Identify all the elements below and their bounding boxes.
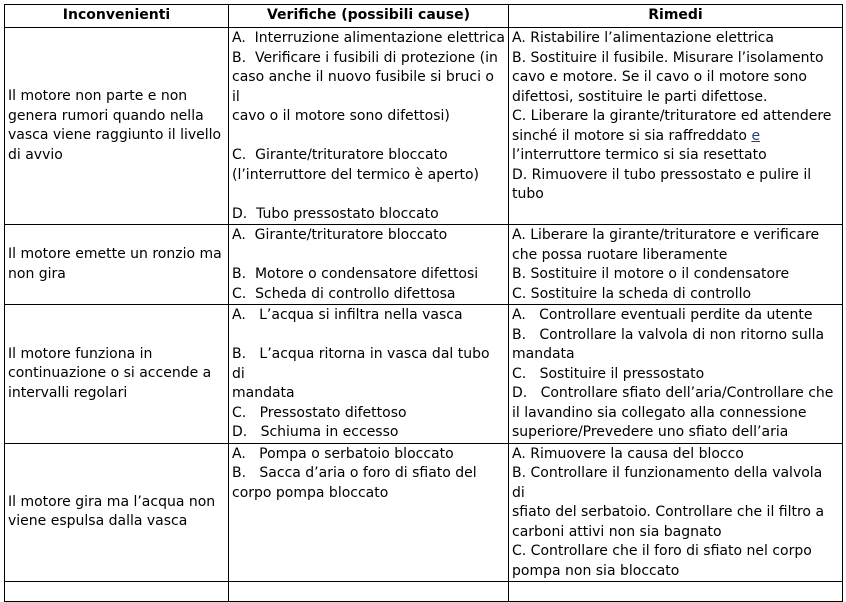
remedies-cell — [509, 28, 843, 225]
remedy-line: A. Ristabilire l’alimentazione elettrica — [512, 30, 774, 46]
cause-line: A. Interruzione alimentazione elettrica — [232, 30, 505, 46]
remedy-line: B. Controllare il funzionamento della valvola di — [512, 465, 827, 501]
spacer — [232, 326, 505, 346]
problem-cell — [5, 582, 229, 602]
cause-line: (l’interruttore del termico è aperto) — [232, 166, 479, 183]
remedy-line: il lavandino sia collegato alla connessione — [512, 404, 807, 421]
remedy-line: C. Controllare che il foro di sfiato nel corpo — [512, 543, 812, 559]
remedy-line: mandata — [512, 346, 575, 362]
cause-line: cavo o il motore sono difettosi) — [232, 108, 450, 124]
table-row — [5, 443, 843, 582]
cause-line: B. L’acqua ritorna in vasca dal tubo di — [232, 346, 495, 382]
remedy-line: cavo e motore. Se il cavo o il motore sono — [512, 69, 807, 85]
spacer — [232, 185, 505, 205]
remedy-line: A. Controllare eventuali perdite da utente — [512, 307, 813, 323]
problem-cell: Il motore funziona in continuazione o si accende a intervalli regolari — [5, 305, 229, 444]
remedy-line: A. Liberare la girante/trituratore e verificare — [512, 227, 820, 243]
spacer — [232, 127, 505, 147]
remedy-line: carboni attivi non sia bagnato — [512, 523, 722, 540]
remedy-line: tubo — [512, 186, 544, 202]
header-rimedi: Rimedi — [509, 5, 843, 28]
causes-cell — [229, 582, 509, 602]
remedy-line: sfiato del serbatoio. Controllare che il filtro a — [512, 504, 825, 520]
remedy-line: C. Liberare la girante/trituratore ed attendere — [512, 108, 832, 124]
cause-line: B. Sacca d’aria o foro di sfiato del — [232, 465, 477, 481]
remedy-text: sinché il motore si sia raffreddato — [512, 127, 752, 144]
cause-line: corpo pompa bloccato — [232, 484, 389, 501]
causes-cell — [229, 443, 509, 582]
cause-line: B. Verificare i fusibili di protezione (in — [232, 49, 498, 66]
cause-line: A. Girante/trituratore bloccato — [232, 227, 448, 243]
cause-line: B. Motore o condensatore difettosi — [232, 266, 479, 282]
remedy-line: l’interruttore termico si sia resettato — [512, 147, 767, 163]
header-verifiche: Verifiche (possibili cause) — [229, 5, 509, 28]
table-row — [5, 225, 843, 305]
spacer — [232, 246, 505, 266]
cause-line: A. L’acqua si infiltra nella vasca — [232, 307, 463, 323]
remedy-line: che possa ruotare liberamente — [512, 246, 728, 263]
cause-line: C. Girante/trituratore bloccato — [232, 147, 448, 163]
cause-line: A. Pompa o serbatoio bloccato — [232, 445, 454, 462]
cause-line: D. Tubo pressostato bloccato — [232, 205, 439, 222]
causes-cell — [229, 305, 509, 444]
cause-line: C. Scheda di controllo difettosa — [232, 285, 456, 302]
cause-line: mandata — [232, 385, 295, 401]
cause-line: C. Pressostato difettoso — [232, 404, 407, 421]
remedy-line: superiore/Prevedere uno sfiato dell’aria — [512, 424, 789, 440]
remedy-line: A. Rimuovere la causa del blocco — [512, 445, 744, 462]
causes-cell — [229, 28, 509, 225]
remedy-line: B. Sostituire il fusibile. Misurare l’isolamento — [512, 49, 824, 66]
table-row-partial — [5, 582, 843, 602]
remedy-line: D. Rimuovere il tubo pressostato e pulire il — [512, 166, 812, 183]
cause-line: D. Schiuma in eccesso — [232, 424, 399, 440]
causes-cell — [229, 225, 509, 305]
remedy-line: D. Controllare sfiato dell’aria/Controllare che — [512, 385, 834, 401]
remedy-line — [512, 127, 839, 147]
table-row — [5, 305, 843, 444]
remedy-line: B. Controllare la valvola di non ritorno sulla — [512, 326, 825, 343]
troubleshooting-table — [4, 4, 843, 602]
remedy-line: difettosi, sostituire le parti difettose. — [512, 88, 768, 105]
problem-cell: Il motore gira ma l’acqua non viene espulsa dalla vasca — [5, 443, 229, 582]
remedy-line: C. Sostituire la scheda di controllo — [512, 285, 752, 302]
problem-cell: Il motore emette un ronzio ma non gira — [5, 225, 229, 305]
underlined-word: e — [751, 127, 761, 144]
header-row — [5, 5, 843, 28]
remedies-cell — [509, 582, 843, 602]
remedies-cell — [509, 443, 843, 582]
cause-line: caso anche il nuovo fusibile si bruci o il — [232, 69, 499, 105]
table-row — [5, 28, 843, 225]
problem-cell: Il motore non parte e non genera rumori quando nella vasca viene raggiunto il livello di avvio — [5, 28, 229, 225]
header-inconvenienti: Inconvenienti — [5, 5, 229, 28]
remedies-cell — [509, 305, 843, 444]
remedies-cell — [509, 225, 843, 305]
remedy-line: C. Sostituire il pressostato — [512, 365, 705, 382]
remedy-line: pompa non sia bloccato — [512, 562, 680, 579]
remedy-line: B. Sostituire il motore o il condensatore — [512, 266, 790, 282]
